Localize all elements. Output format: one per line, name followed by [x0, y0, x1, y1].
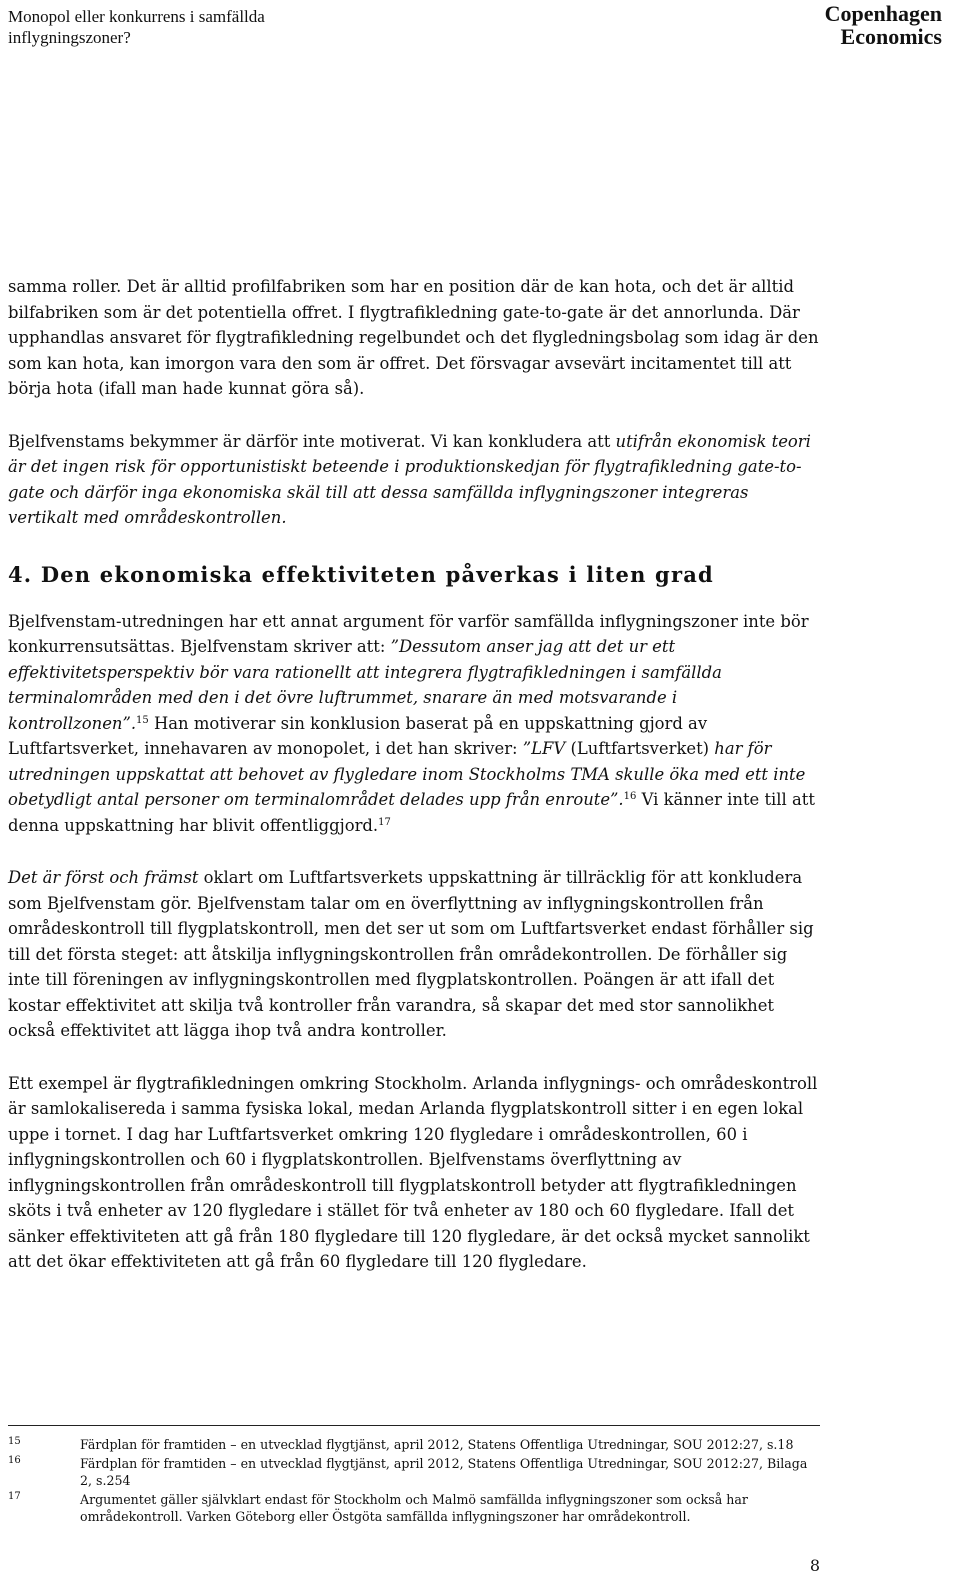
footnote-ref[interactable]: 16: [623, 791, 637, 802]
paragraph: Ett exempel är flygtrafikledningen omkring Stockholm. Arlanda inflygnings- och områdeskontroll är samlokalisereda i samma fysiska lokal, medan Arlanda flygplatskontroll sitter i en egen lokal uppe i tornet. I dag har Luftfartsverket omkring 120 flygledare i områdeskontrollen, 60 i inflygningskontrollen och 60 i flygplatskontrollen. Bjelfvenstams överflyttning av inflygningskontrollen från områdeskontroll till flygplatskontroll betyder att flygtrafikledningen sköts i två enheter av 120 flygledare i stället för två enheter av 180 och 60 flygledare. Ifall det sänker effektiviteten att gå från 180 flygledare till 120 flygledare, är det också mycket sannolikt att det ökar effektiviteten att gå från 60 flygledare till 120 flygledare.: [8, 1073, 818, 1271]
brand-line: Economics: [840, 24, 942, 49]
footnote-number: 16: [8, 1454, 21, 1466]
footnotes: [8, 1436, 820, 1527]
footnote-ref[interactable]: 15: [136, 714, 149, 726]
italic-text-run: utifrån ekonomisk teori är det ingen risk för opportunistiskt beteende i produktionskedjan för flygtrafikledning gate-to-gate och därför inga ekonomiska skäl till att dessa samfällda inflygningszoner integreras vertikalt med områdeskontrollen.: [8, 431, 811, 527]
text-run: Han motiverar sin konklusion baserat på en uppskattning gjord av Luftfartsverket, innehavaren av monopolet, i det han skriver:: [8, 713, 708, 758]
footnote-ref[interactable]: 17: [378, 816, 391, 828]
brand-logo: [742, 2, 942, 48]
header-title-line: inflygningszoner?: [8, 28, 131, 47]
text-run: Bjelfvenstam-utredningen har ett annat argument för varför samfällda inflygningszoner inte bör konkurrensutsättas. Bjelfvenstam skriver att:: [8, 611, 809, 656]
quote-text-run: har för utredningen uppskattat att behovet av flygledare inom Stockholms TMA skulle öka med ett inte obetydligt antal personer om terminalområdet delades upp från enroute”.: [8, 739, 806, 809]
paragraph: [8, 865, 820, 1044]
text-run: Vi känner inte till att denna uppskattning har blivit offentliggjord.: [8, 790, 815, 835]
paragraph: [8, 429, 820, 531]
footnote-item: [8, 1436, 820, 1454]
footnote-item: [8, 1491, 820, 1526]
section-heading: 4. Den ekonomiska effektiviteten påverkas i liten grad: [8, 561, 714, 587]
footnote-divider: [8, 1425, 820, 1426]
document-header-title: [8, 6, 328, 48]
quote-text-run: ”LFV: [522, 739, 566, 758]
quote-text-run: ”Dessutom anser jag att det ur ett effektivitetsperspektiv bör vara rationellt att integrera flygtrafikledningen i samfällda terminalområden med den i det övre luftrummet, snarare än med motsvarande i kontrollzonen”.: [8, 637, 722, 733]
footnote-text: Färdplan för framtiden – en utvecklad flygtjänst, april 2012, Statens Offentliga Utredningar, SOU 2012:27, s.18: [80, 1437, 794, 1452]
paragraph: samma roller. Det är alltid profilfabriken som har en position där de kan hota, och det är alltid bilfabriken som är det potentiella offret. I flygtrafikledning gate-to-gate är det annorlunda. Där upphandlas ansvaret för flygtrafikledning regelbundet och det flygledningsbolag som idag är den som kan hota, kan imorgon vara den som är offret. Det försvagar avsevärt incitamentet till att börja hota (ifall man hade kunnat göra så).: [8, 277, 819, 398]
header-title-line: Monopol eller konkurrens i samfällda: [8, 7, 265, 26]
footnote-item: [8, 1455, 820, 1490]
text-run: Bjelfvenstams bekymmer är därför inte motiverat. Vi kan konkludera att: [8, 431, 616, 451]
text-run: oklart om Luftfartsverkets uppskattning är tillräcklig för att konkludera som Bjelfvenstam gör. Bjelfvenstam talar om en överflyttning av inflygningskontrollen från områdeskontroll till flygplatskontroll, men det ser ut som om Luftfartsverket endast förhåller sig till det första steget: att åtskilja inflygningskontrollen från områdekontrollen. De förhåller sig inte till föreningen av inflygningskontrollen med flygplatskontrollen. Poängen är att ifall det kostar effektivitet att skilja två kontroller från varandra, så skapar det med stor sannolikhet också effektivitet att lägga ihop två andra kontroller.: [8, 868, 814, 1040]
brand-line: Copenhagen: [824, 1, 942, 26]
footnote-text: Färdplan för framtiden – en utvecklad flygtjänst, april 2012, Statens Offentliga Utredningar, SOU 2012:27, Bilaga 2, s.254: [80, 1455, 808, 1488]
italic-text-run: Det är först och främst: [8, 868, 199, 887]
main-body: [8, 274, 820, 1302]
paragraph: [8, 609, 820, 839]
footnote-number: 15: [8, 1436, 21, 1447]
page-number: 8: [809, 1556, 820, 1575]
footnote-number: 17: [8, 1490, 21, 1502]
footnote-text: Argumentet gäller självklart endast för Stockholm och Malmö samfällda inflygningszoner som också har områdekontroll. Varken Göteborg eller Östgöta samfällda inflygningszoner har områdekontroll.: [80, 1491, 748, 1524]
text-run: (Luftfartsverket): [565, 739, 715, 758]
